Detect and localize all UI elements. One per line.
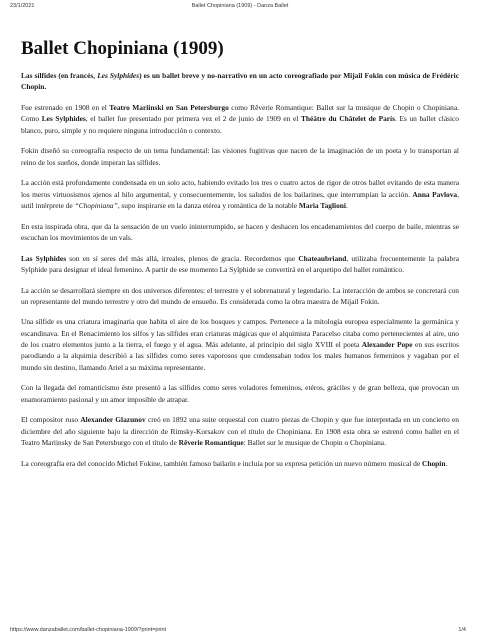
text-run: El compositor ruso [21, 415, 81, 425]
text-run-bold: Alexander Glazunov [80, 415, 146, 425]
text-run: : Ballet sur le musique de Chopin o Chopiniana. [243, 437, 386, 447]
paragraph-action [21, 177, 459, 211]
text-run: . [345, 200, 348, 210]
text-run: en sus escritos parodiando a la alquimia describió a las sílfides como seres vaporosos que condensaban todos los males humanos femeninos y vagaban por el mundo sin destino, llamando Ariel a su máxima representante. [21, 340, 459, 372]
print-header [0, 3, 480, 13]
text-run: , utilizaba frecuentemente la palabra Sylphide para designar el ideal femenino. A partir de ese momento La Sylphide se convertirá en el arquetipo del ballet romántico. [21, 253, 459, 274]
paragraph-theme: Fokin diseñó su coreografía respecto de un tema fundamental: las visiones fugitivas que nacen de la imaginación de un poeta y lo transportan al reino de los sueños, donde imperan las sílfides. [21, 146, 459, 167]
text-run-bold: Teatro Mariinski en San Petersburgo [109, 102, 229, 112]
text-run-italic: “Chopiniana” [74, 200, 118, 210]
text-run: , sutil intérprete de [21, 189, 459, 210]
text-run-bold: Anna Pavlova [412, 189, 458, 199]
paragraph-choreography [21, 458, 459, 469]
text-run: . [445, 458, 448, 468]
page-number: 1/4 [458, 627, 466, 633]
text-run-bold: Las Sylphides [21, 253, 67, 263]
text-run: Fue estrenado en 1908 en el [21, 102, 110, 112]
text-run: como Rêverie Romantique: Ballet sur la musique de Chopin o Chopiniana. Como [21, 102, 459, 124]
text-run: ) es un ballet breve y no-narrativo en un acto coreografiado por Mijail Fokin con música de Frédéric Chopin. [21, 71, 459, 92]
text-run-bold: Les Sylphides [41, 114, 86, 124]
text-run-bold: Chopin [422, 458, 446, 468]
text-run: La acción está profundamente condensada en un solo acto, habiendo evitado los tres o cuatro actos de rigor de otros ballet evitando de esta manera los meros virtuosismos ajenos al hilo argumental, y consecuentemente, los saludos de los bailarines, que interrumpían la acción. [21, 178, 459, 199]
paragraph-glazunov [21, 414, 459, 448]
text-run: La coreografía era del conocido Michel Fokine, también famoso bailarín e incluía por su expresa petición un nuevo número musical de [21, 458, 423, 468]
paragraph-premiere [21, 102, 459, 136]
text-run: creó en 1892 una suite orquestal con cuatro piezas de Chopin y que fue interpretada en un concierto en diciembre del año siguiente bajo la dirección de Rimsky-Korsakov con el título de Chopiniana. En 1908 esta obra se estrenó como ballet en el Teatro Mariinsky de San Petersburgo con el título de [21, 415, 460, 447]
text-run-bold: Chateaubriand [298, 253, 347, 263]
print-page-title: Ballet Chopiniana (1909) - Danza Ballet [191, 3, 289, 9]
print-footer [0, 627, 480, 637]
text-run-bold: Maria Taglioni [298, 200, 346, 210]
article-title: Ballet Chopiniana (1909) [21, 38, 224, 59]
text-run-bold: Théâtre du Châtelet de París [300, 114, 395, 124]
paragraph-intro [21, 70, 459, 93]
paragraph-sylphides [21, 253, 459, 276]
text-run-bold: Alexander Pope [361, 340, 413, 350]
text-run-italic: Les Sylphides [97, 71, 140, 80]
paragraph-waltz: En esta inspirada obra, que da la sensación de un vuelo ininterrumpido, se hacen y deshacen los encadenamientos del cuerpo de baile, mientras se escuchan los movimientos de un vals. [21, 221, 459, 242]
text-run: . Es un ballet clásico blanco, puro, simple y no requiere ninguna introducción o contexto. [21, 114, 459, 135]
paragraph-mythology [21, 316, 459, 372]
text-run: Una sílfide es una criatura imaginaria que habita el aire de los bosques y campos. Pertenece a la mitología europea especialmente la germánica y escandinava. En el Renacimiento los silfos y las sílfides eran criaturas mágicas que el alquimista Paracelso citaba como pertenecientes al aire, uno de los cuatro elementos junto a la tierra, el fuego y el agua. Más adelante, al principio del siglo XVIII el poeta [21, 317, 459, 350]
print-url: https://www.danzaballet.com/ballet-chopiniana-1909/?print=print [10, 627, 167, 633]
paragraph-universes: La acción se desarrollará siempre en dos universos diferentes: el terrestre y el sobrenatural y legendario. La interacción de ambos se concretará con un representante del mundo terrestre y otro del mundo de ensueño. Es considerada como la obra maestra de Mijail Fokin. [21, 285, 459, 306]
text-run: , el ballet fue presentado por primera vez el 2 de junio de 1909 en el [85, 114, 301, 124]
paragraph-romanticism: Con la llegada del romanticismo éste presentó a las sílfides como seres voladores femeninos, etéros, gráciles y de gran belleza, que provocan un enamoramiento pasional y un amor imposible de atrapar. [21, 383, 459, 404]
text-run-bold: Rêverie Romantique [178, 437, 244, 447]
article-body [21, 38, 459, 478]
text-run: son en sí seres del más allá, irreales, plenos de gracia. Recordemos que [66, 253, 299, 263]
text-run: Las sílfides (en francés, [21, 71, 98, 80]
text-run: , supo inspirarse en la danza etérea y romántica de la notable [117, 200, 299, 210]
print-date: 23/1/2021 [10, 3, 35, 9]
